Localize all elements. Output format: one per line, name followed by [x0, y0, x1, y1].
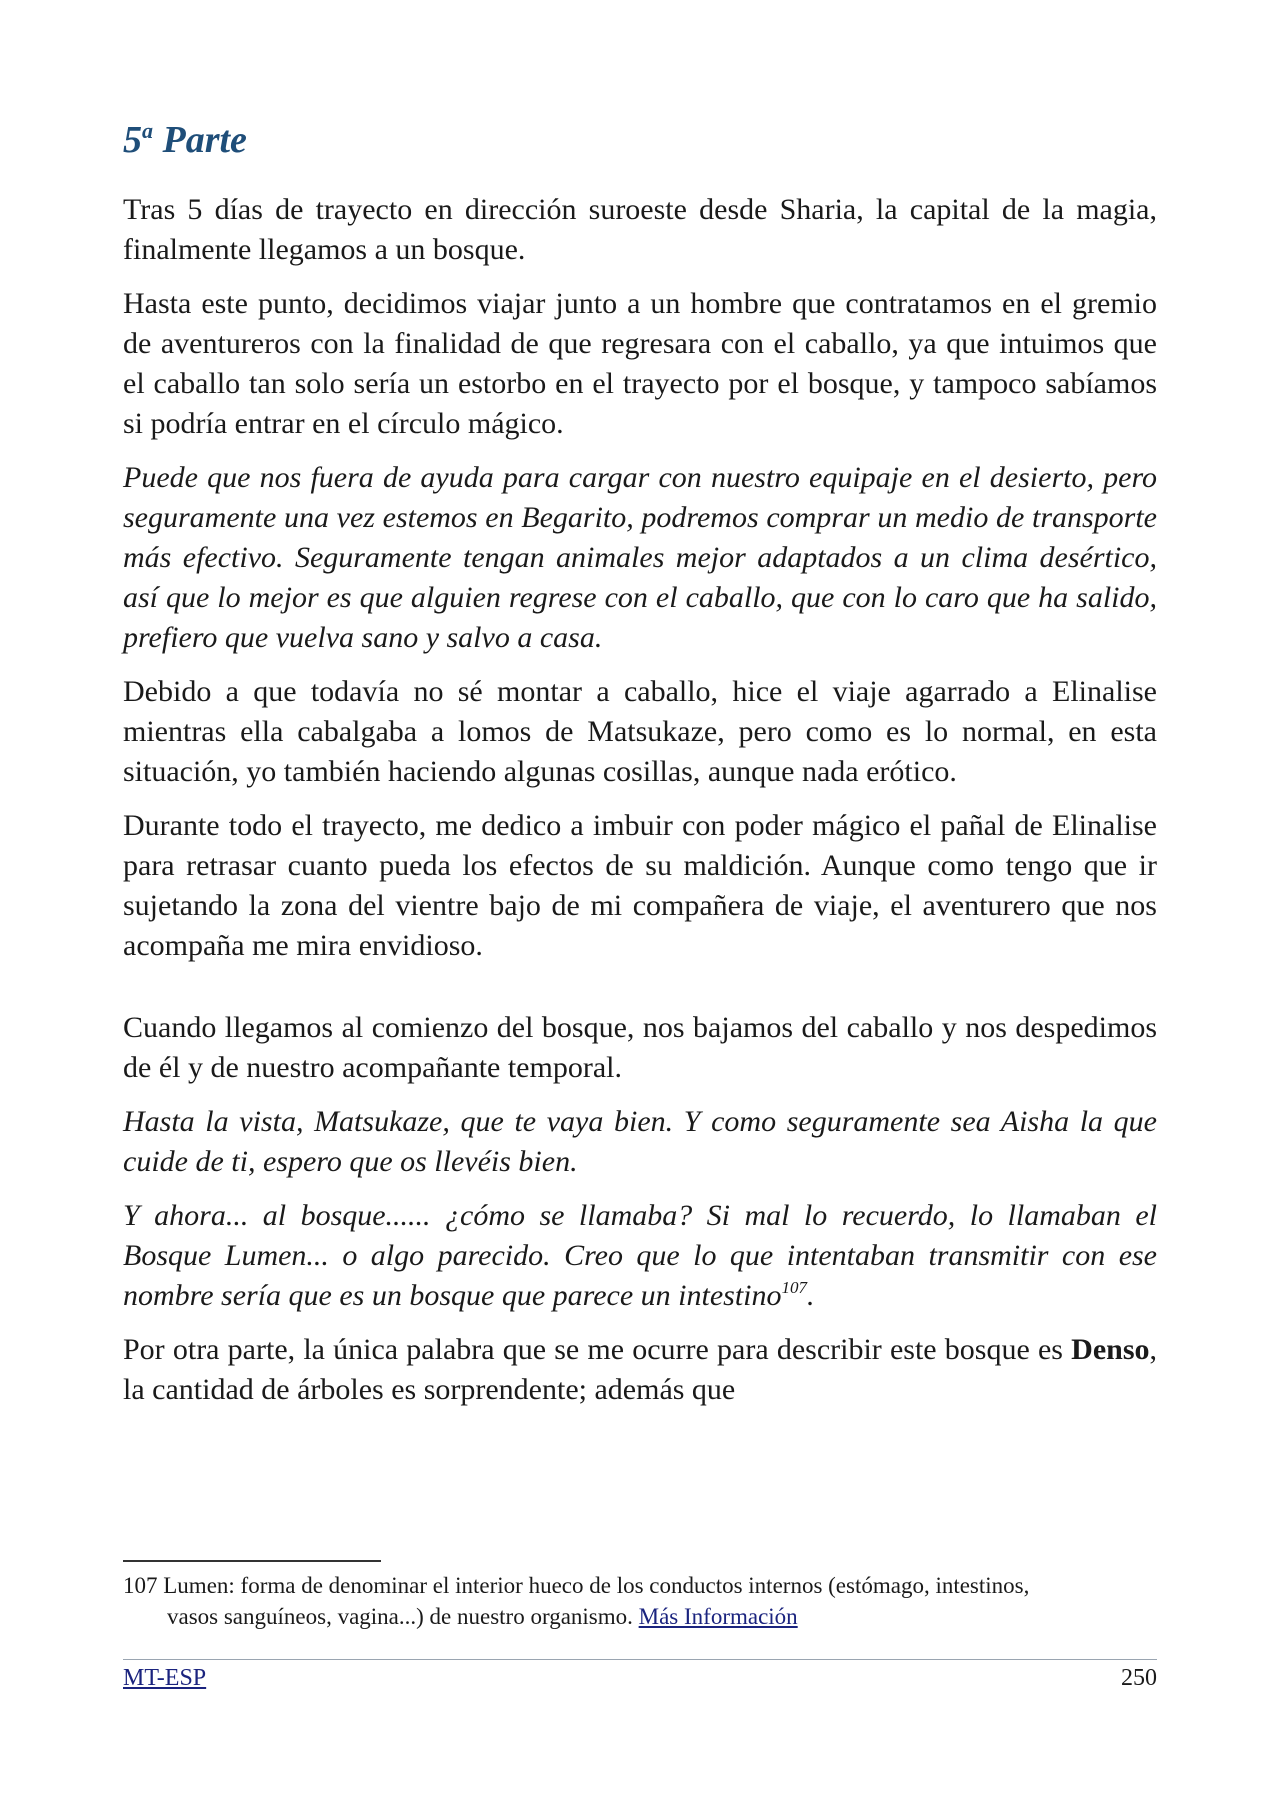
document-page: [123, 0, 1157, 1811]
footer-separator: [123, 1659, 1157, 1660]
paragraph-8-end: .: [807, 1279, 815, 1312]
paragraph-6: Cuando llegamos al comienzo del bosque, nos bajamos del caballo y nos despedimos de él y de nuestro acompañante temporal.: [123, 1011, 1157, 1084]
footnote-line-2-wrap: [123, 1601, 1157, 1632]
footnote-line-2: vasos sanguíneos, vagina...) de nuestro organismo.: [167, 1604, 633, 1629]
footnote-reference[interactable]: 107: [781, 1278, 807, 1297]
body-text: [123, 190, 1157, 1424]
page-footer: [123, 1662, 1157, 1694]
paragraph-9: [123, 1330, 1157, 1410]
more-info-link[interactable]: Más Información: [638, 1604, 798, 1629]
paragraph-1: Tras 5 días de trayecto en dirección suroeste desde Sharia, la capital de la magia, finalmente llegamos a un bosque.: [123, 193, 1157, 266]
footer-site-link[interactable]: MT-ESP: [123, 1665, 207, 1691]
paragraph-2: Hasta este punto, decidimos viajar junto a un hombre que contratamos en el gremio de aventureros con la finalidad de que regresara con el caballo, ya que intuimos que el caballo tan solo sería un estorbo en el trayecto por el bosque, y tampoco sabíamos si podría entrar en el círculo mágico.: [123, 287, 1157, 440]
paragraph-3-thought: Puede que nos fuera de ayuda para cargar con nuestro equipaje en el desierto, pero seguramente una vez estemos en Begarito, podremos comprar un medio de transporte más efectivo. Seguramente tengan animales mejor adaptados a un clima desértico, así que lo mejor es que alguien regrese con el caballo, que con lo caro que ha salido, prefiero que vuelva sano y salvo a casa.: [123, 461, 1157, 654]
footnote-separator: [123, 1560, 381, 1562]
page-number: 250: [1121, 1665, 1157, 1691]
heading-number: 5: [123, 119, 142, 161]
footnote: [123, 1570, 1157, 1632]
footnote-number: 107: [123, 1573, 158, 1598]
paragraph-9-end: , la cantidad de árboles es sorprendente; además que: [123, 1333, 1157, 1406]
chapter-heading: [123, 118, 247, 164]
paragraph-9-start: Por otra parte, la única palabra que se me ocurre para describir este bosque es: [123, 1333, 1072, 1366]
heading-word: Parte: [162, 119, 247, 161]
paragraph-5: Durante todo el trayecto, me dedico a imbuir con poder mágico el pañal de Elinalise para retrasar cuanto pueda los efectos de su maldición. Aunque como tengo que ir sujetando la zona del vientre bajo de mi compañera de viaje, el aventurero que nos acompaña me mira envidioso.: [123, 809, 1157, 962]
paragraph-4: Debido a que todavía no sé montar a caballo, hice el viaje agarrado a Elinalise mientras ella cabalgaba a lomos de Matsukaze, pero como es lo normal, en esta situación, yo también haciendo algunas cosillas, aunque nada erótico.: [123, 675, 1157, 788]
bold-word: Denso: [1071, 1333, 1150, 1366]
paragraph-7-thought: Hasta la vista, Matsukaze, que te vaya bien. Y como seguramente sea Aisha la que cuide de ti, espero que os llevéis bien.: [123, 1105, 1157, 1178]
heading-ordinal: a: [142, 118, 153, 143]
footnote-line-1: Lumen: forma de denominar el interior hueco de los conductos internos (estómago, intestinos,: [163, 1573, 1030, 1598]
paragraph-8-thought: [123, 1196, 1157, 1316]
paragraph-8-text: Y ahora... al bosque...... ¿cómo se llamaba? Si mal lo recuerdo, lo llamaban el Bosque Lumen... o algo parecido. Creo que lo que intentaban transmitir con ese nombre sería que es un bosque que parece un intestino: [123, 1199, 1157, 1312]
